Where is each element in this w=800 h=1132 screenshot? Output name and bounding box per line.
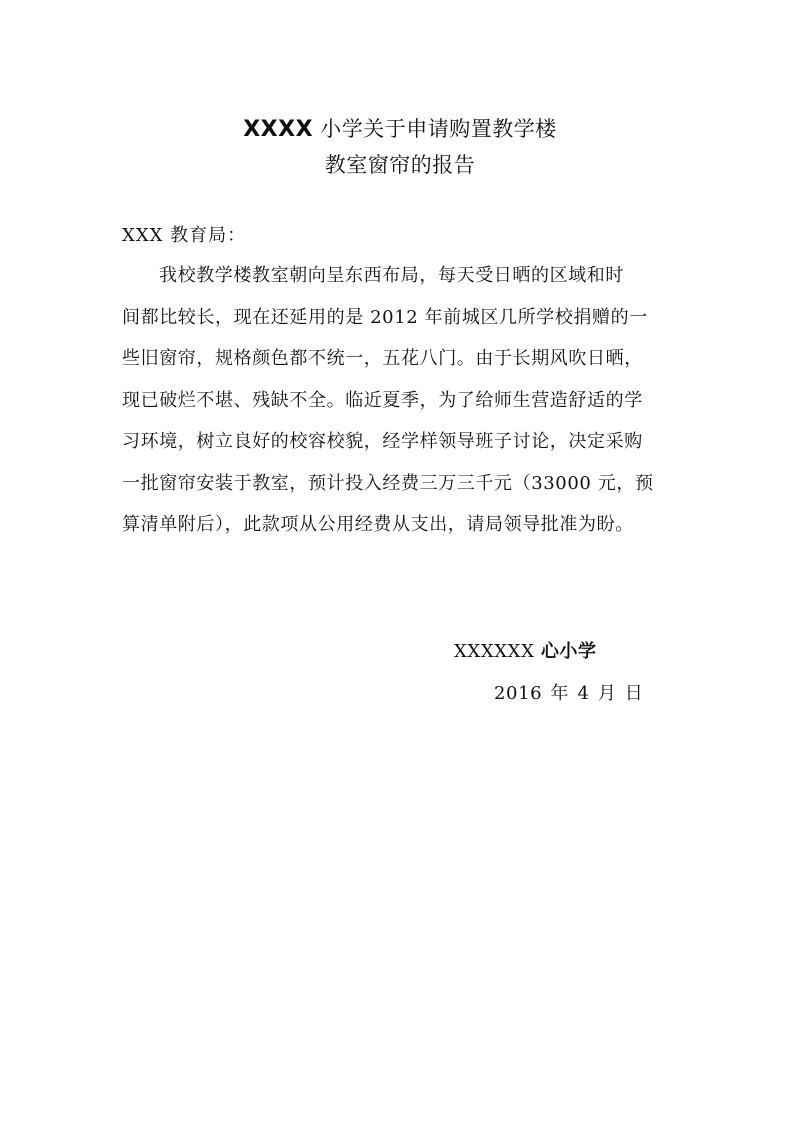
body-line: 习环境，树立良好的校容校貌，经学样领导班子讨论，决定采购 — [122, 431, 643, 452]
signature-school-code: XXXXXX — [454, 641, 535, 662]
body-line: 算清单附后），此款项从公用经费从支出，请局领导批准为盼。 — [122, 514, 634, 535]
body-line: 现已破烂不堪、残缺不全。临近夏季，为了给师生营造舒适的学 — [122, 389, 643, 411]
salutation: XXX 教育局： — [122, 225, 247, 246]
signature — [454, 638, 597, 666]
signature-school-name: 心小学 — [540, 641, 597, 662]
report-title-line-1 — [0, 114, 800, 145]
report-date: 2016 年 4 月 日 — [494, 683, 644, 704]
title-school-code: XXXX — [243, 117, 314, 142]
body-line: 些旧窗帘，规格颜色都不统一，五花八门。由于长期风吹日晒， — [122, 348, 643, 369]
body-line: 间都比较长，现在还延用的是 2012 年前城区几所学校捐赠的一 — [122, 306, 648, 328]
report-title-line-2: 教室窗帘的报告 — [324, 153, 476, 177]
body-line: 一批窗帘安装于教室，预计投入经费三万三千元（33000 元，预 — [122, 472, 654, 494]
body-line: 我校教学楼教室朝向呈东西布局，每天受日晒的区域和时 — [159, 265, 624, 286]
title-line-1-text: 小学关于申请购置教学楼 — [320, 117, 557, 141]
